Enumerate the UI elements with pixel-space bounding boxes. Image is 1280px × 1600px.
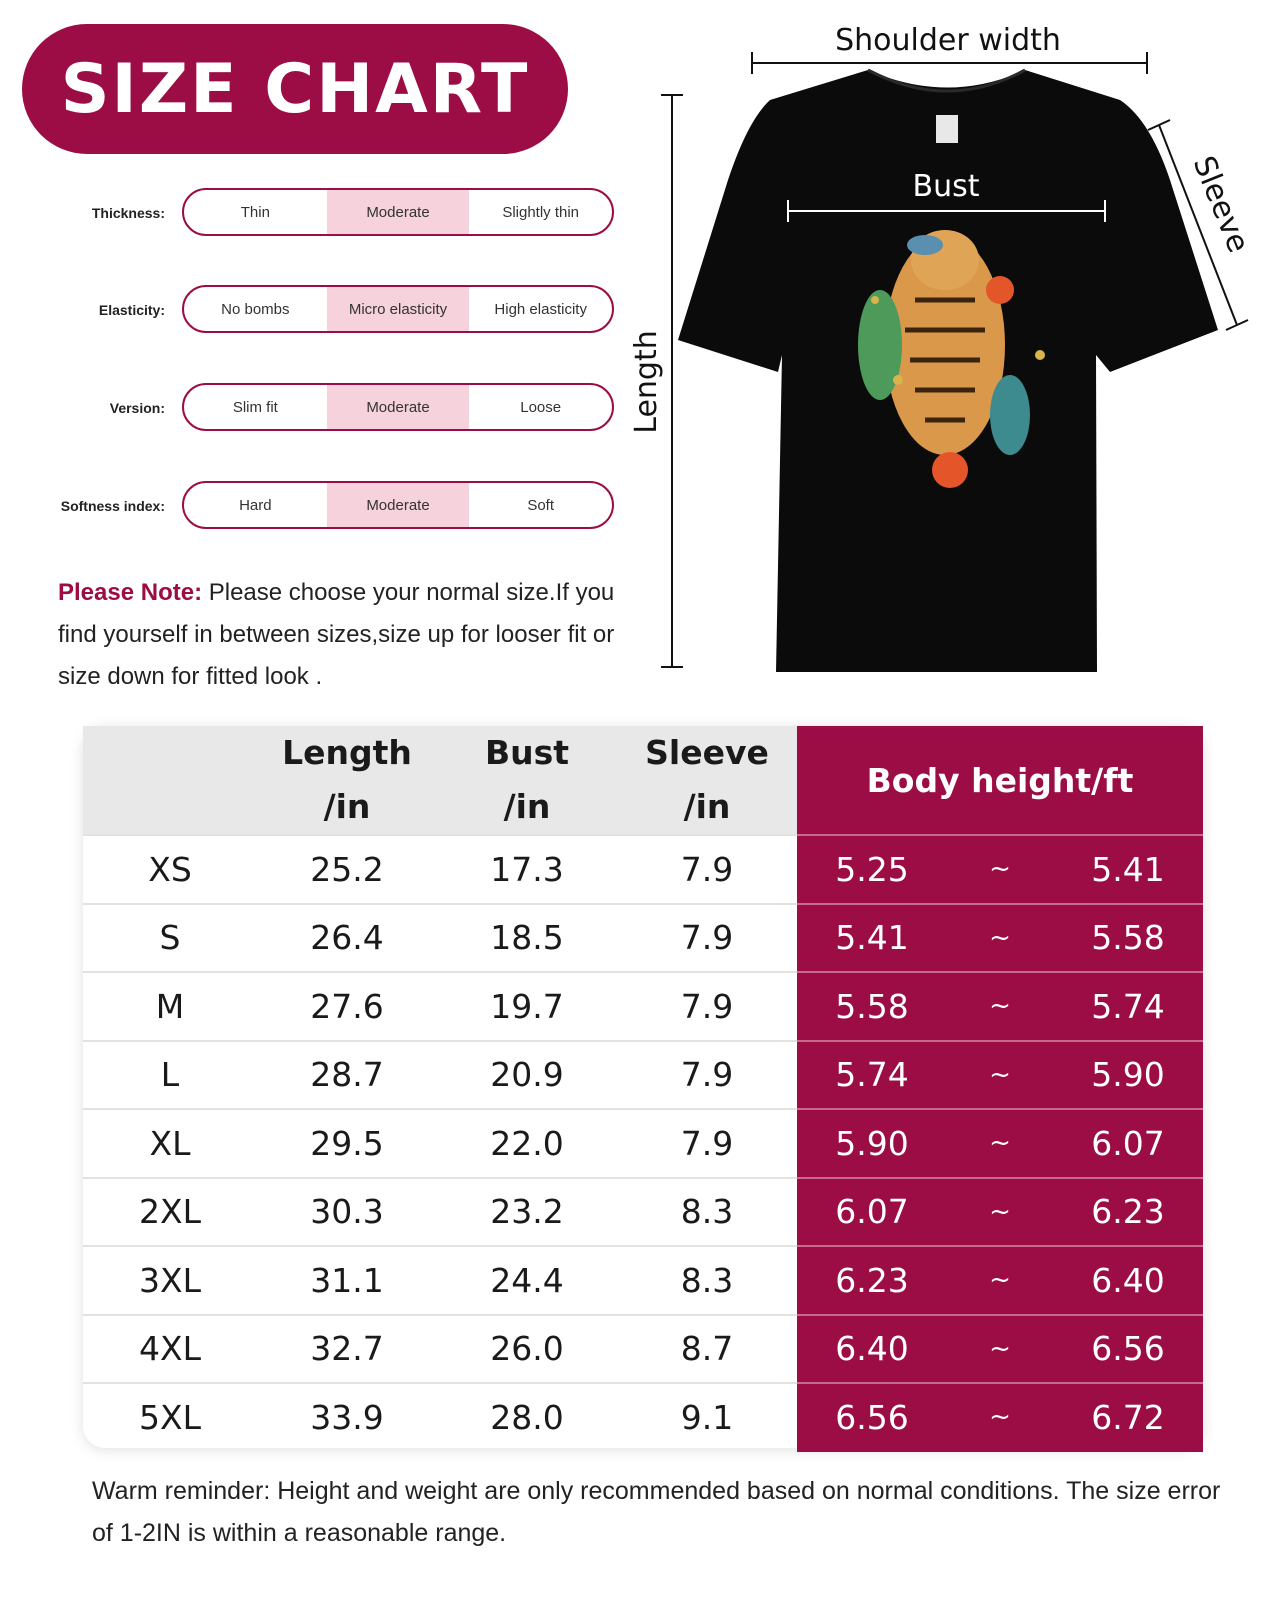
cell-height-min: 5.58 [835,986,909,1026]
cell-size: L [160,1055,180,1094]
cell-height-min: 6.56 [835,1397,909,1437]
table-row [83,903,1203,973]
version-label: Version: [109,400,165,416]
cell-size: M [155,986,185,1026]
header-bust: Bust /in [484,733,570,826]
table-row [83,1177,1203,1247]
sleeve-label: Sleeve [1185,151,1256,258]
range-tilde: ~ [989,1128,1011,1158]
cell-sleeve: 7.9 [680,986,734,1026]
cell-height-min: 6.40 [835,1329,909,1368]
cell-length: 27.6 [310,986,384,1026]
range-tilde: ~ [989,1265,1011,1295]
tshirt-tag [936,115,958,143]
header-length: Length /in [282,733,412,826]
cell-sleeve: 7.9 [680,1123,734,1163]
elasticity-option-micro: Micro elasticity [327,287,470,331]
cell-sleeve: 8.3 [680,1260,734,1300]
range-tilde: ~ [989,854,1011,884]
cell-bust: 20.9 [490,1055,564,1094]
elasticity-option-no-bombs: No bombs [221,300,290,318]
thickness-option-moderate: Moderate [327,190,470,234]
cell-height-min: 5.41 [835,918,909,957]
cell-size: S [159,918,181,957]
cell-size: XS [148,849,192,889]
softness-scale [182,481,614,529]
cell-size: XL [149,1123,191,1163]
cell-height-max: 6.07 [1091,1123,1165,1163]
softness-label: Softness index: [60,498,165,514]
version-scale [182,383,614,431]
cell-size: 4XL [139,1329,201,1368]
cell-length: 28.7 [310,1055,384,1094]
cell-length: 33.9 [310,1397,384,1437]
cell-sleeve: 7.9 [680,1055,734,1094]
table-row [83,1040,1203,1110]
thickness-label: Thickness: [91,205,165,221]
table-row [83,1245,1203,1315]
cell-sleeve: 8.7 [680,1329,734,1368]
cell-height-max: 5.41 [1091,849,1165,889]
range-tilde: ~ [989,922,1011,953]
cell-sleeve: 8.3 [680,1192,734,1231]
size-table [83,726,1203,1448]
cell-bust: 18.5 [490,918,564,957]
cell-height-max: 6.72 [1091,1397,1165,1437]
note-text: Please choose your normal size.If you find yourself in between sizes,size up for looser fit or size down for fitted look . [58,579,615,690]
cell-height-max: 5.58 [1091,918,1165,957]
elasticity-label: Elasticity: [98,302,165,318]
cell-height-min: 5.90 [835,1123,909,1163]
tshirt-diagram [629,10,1256,685]
cell-height-min: 6.07 [835,1192,909,1231]
cell-height-max: 6.56 [1091,1329,1165,1368]
cell-bust: 28.0 [490,1397,564,1437]
cell-height-max: 5.74 [1091,986,1165,1026]
cell-height-min: 5.25 [835,849,909,889]
cell-sleeve: 9.1 [680,1397,734,1437]
cell-bust: 19.7 [490,986,564,1026]
table-header [83,726,1203,834]
note-lead: Please Note: [58,579,203,606]
cell-length: 31.1 [310,1260,384,1300]
cell-bust: 23.2 [490,1192,564,1231]
cell-sleeve: 7.9 [680,849,734,889]
thickness-scale [182,188,614,236]
size-chart-banner [22,24,568,154]
cell-bust: 24.4 [490,1260,564,1300]
shoulder-width-label: Shoulder width [835,23,1061,58]
cell-bust: 17.3 [490,849,564,889]
version-option-moderate: Moderate [327,385,470,429]
thickness-option-slightly-thin: Slightly thin [502,203,580,221]
elasticity-scale [182,285,614,333]
header-sleeve: Sleeve /in [645,733,769,826]
range-tilde: ~ [989,1059,1011,1090]
bust-label: Bust [912,169,980,204]
table-row [83,971,1203,1041]
cell-height-max: 5.90 [1091,1055,1165,1094]
table-row [83,1382,1203,1452]
cell-height-max: 6.23 [1091,1192,1165,1231]
cell-length: 32.7 [310,1329,384,1368]
cell-bust: 22.0 [490,1123,564,1163]
cell-sleeve: 7.9 [680,918,734,957]
warm-reminder: Warm reminder: Height and weight are only recommended based on normal conditions. The size error of 1-2IN is within a reasonable range. [92,1477,1221,1547]
cell-size: 5XL [139,1397,201,1437]
range-tilde: ~ [989,1333,1011,1364]
table-row [83,1314,1203,1384]
softness-option-moderate: Moderate [327,483,470,527]
cell-height-min: 6.23 [835,1260,909,1300]
softness-option-soft: Soft [527,496,555,514]
version-option-loose: Loose [520,398,562,416]
table-row [83,834,1203,904]
range-tilde: ~ [989,1196,1011,1227]
version-option-slim-fit: Slim fit [232,398,278,416]
cell-length: 30.3 [310,1192,384,1231]
cell-length: 25.2 [310,849,384,889]
cell-length: 26.4 [310,918,384,957]
cell-size: 3XL [139,1260,201,1300]
size-note [58,572,628,698]
range-tilde: ~ [989,1402,1011,1432]
cell-height-max: 6.40 [1091,1260,1165,1300]
table-row [83,1108,1203,1178]
range-tilde: ~ [989,991,1011,1021]
page-title: SIZE CHART [60,49,530,129]
header-body-height: Body height/ft [797,726,1203,834]
cell-height-min: 5.74 [835,1055,909,1094]
cell-length: 29.5 [310,1123,384,1163]
cell-bust: 26.0 [490,1329,564,1368]
thickness-option-thin: Thin [240,203,270,221]
softness-option-hard: Hard [239,496,272,514]
length-label: Length [629,330,664,434]
cell-size: 2XL [139,1192,201,1231]
elasticity-option-high: High elasticity [494,300,587,318]
